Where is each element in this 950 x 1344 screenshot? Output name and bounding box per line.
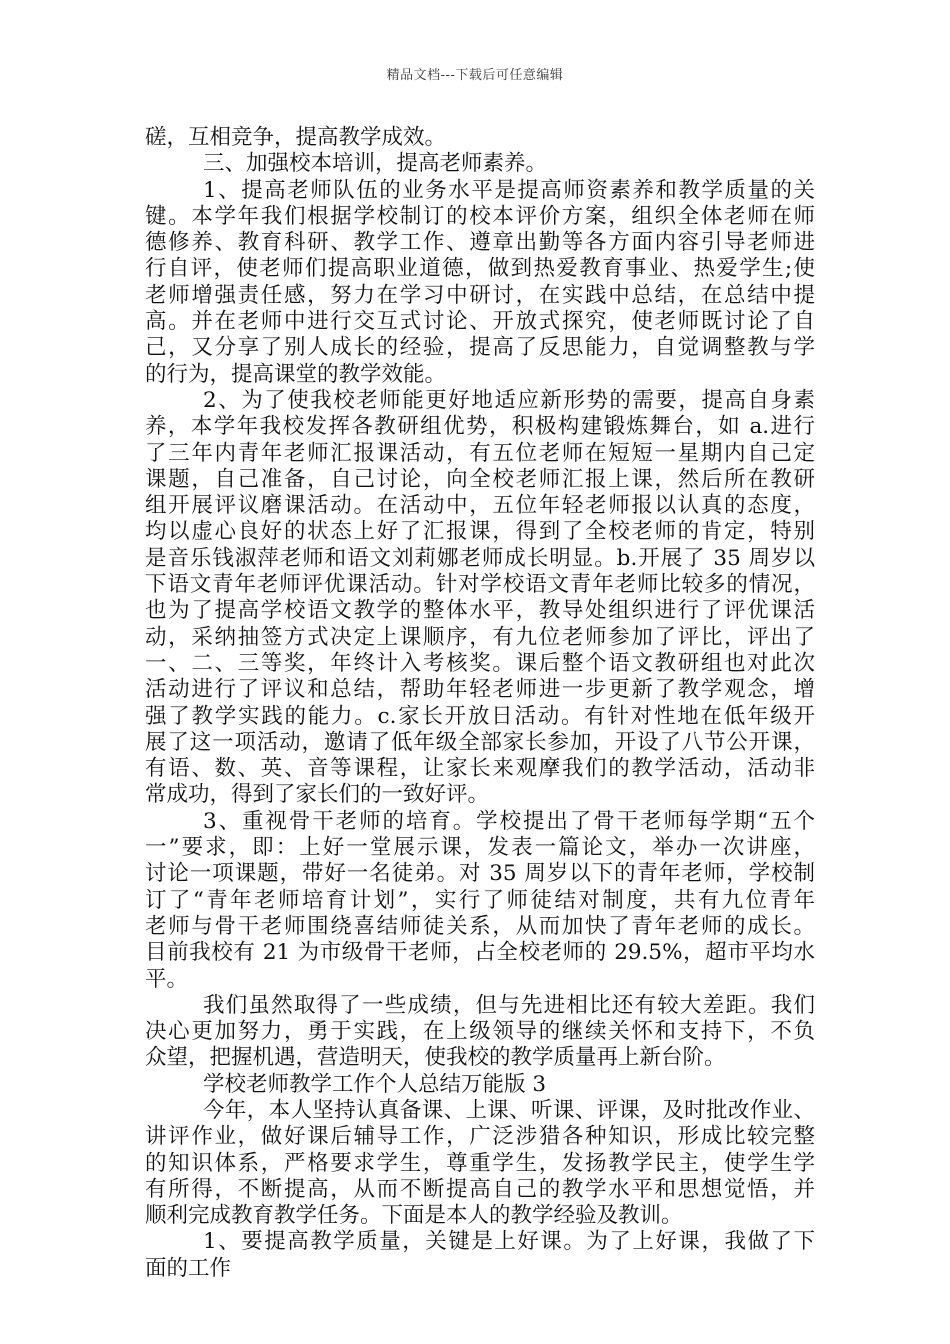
text-line: 均以虚心良好的状态上好了汇报课，得到了全校老师的肯定，特别 [145,519,815,545]
page-header: 精品文档---下载后可任意编辑 [386,68,564,83]
text-line: 老师增强责任感，努力在学习中研讨，在实践中总结，在总结中提 [145,282,815,308]
text-line: 目前我校有 21 为市级骨干老师，占全校老师的 29.5%，超市平均水 [145,940,815,966]
text-line: 2、为了使我校老师能更好地适应新形势的需要，提高自身素 [203,387,815,413]
text-line: 常成功，得到了家长们的一致好评。 [145,782,490,808]
text-line: 动，采纳抽签方式决定上课顺序，有九位老师参加了评比，评出了 [145,624,815,650]
text-line: 下语文青年老师评优课活动。针对学校语文青年老师比较多的情况， [145,572,815,598]
text-line: 面的工作 [145,1255,232,1281]
text-line: 我们虽然取得了一些成绩，但与先进相比还有较大差距。我们 [203,992,815,1018]
text-line: 强了教学实践的能力。c.家长开放日活动。有针对性地在低年级开 [145,703,815,729]
text-line: 了三年内青年老师汇报课活动，有五位老师在短短一星期内自己定 [145,440,815,466]
text-line: 1、提高老师队伍的业务水平是提高师资素养和教学质量的关 [203,177,815,203]
text-line: 订了“青年老师培育计划”，实行了师徒结对制度，共有九位青年 [145,887,815,913]
text-line: 众望，把握机遇，营造明天，使我校的教学质量再上新台阶。 [145,1045,726,1071]
text-line: 3、重视骨干老师的培育。学校提出了骨干老师每学期“五个 [203,808,815,834]
text-line: 今年，本人坚持认真备课、上课、听课、评课，及时批改作业、 [203,1097,815,1123]
text-line: 组开展评议磨课活动。在活动中，五位年轻老师报以认真的态度， [145,493,815,519]
section-title: 学校老师教学工作个人总结万能版 3 [203,1071,547,1097]
text-line: 展了这一项活动，邀请了低年级全部家长参加，开设了八节公开课， [145,729,815,755]
text-line: 的行为，提高课堂的教学效能。 [145,361,447,387]
text-line: 讨论一项课题，带好一名徒弟。对 35 周岁以下的青年老师，学校制 [145,861,815,887]
text-line: 高。并在老师中进行交互式讨论、开放式探究，使老师既讨论了自 [145,309,815,335]
text-line: 课题，自己准备，自己讨论，向全校老师汇报上课，然后所在教研 [145,466,815,492]
text-line: 磋，互相竞争，提高教学成效。 [145,125,447,150]
text-line: 行自评，使老师们提高职业道德，做到热爱教育事业、热爱学生;使 [145,256,815,282]
text-line: 有语、数、英、音等课程，让家长来观摩我们的教学活动，活动非 [145,756,815,782]
section-heading: 三、加强校本培训，提高老师素养。 [203,151,548,177]
text-line: 己，又分享了别人成长的经验，提高了反思能力，自觉调整教与学 [145,335,815,361]
text-line: 决心更加努力，勇于实践，在上级领导的继续关怀和支持下，不负 [145,1019,815,1045]
text-line: 1、要提高教学质量，关键是上好课。为了上好课，我做了下 [203,1229,815,1255]
text-line: 顺利完成教育教学任务。下面是本人的教学经验及教训。 [145,1203,683,1229]
text-line: 平。 [145,966,189,992]
text-line: 有所得，不断提高，从而不断提高自己的教学水平和思想觉悟，并 [145,1176,815,1202]
text-line: 也为了提高学校语文教学的整体水平，教导处组织进行了评优课活 [145,598,815,624]
text-line: 德修养、教育科研、教学工作、遵章出勤等各方面内容引导老师进 [145,230,815,256]
document-body [145,125,815,1282]
text-line: 讲评作业，做好课后辅导工作，广泛涉猎各种知识，形成比较完整 [145,1124,815,1150]
text-line: 养，本学年我校发挥各教研组优势，积极构建锻炼舞台，如 a.进行 [145,414,815,440]
text-line: 键。本学年我们根据学校制订的校本评价方案，组织全体老师在师 [145,203,815,229]
text-line: 老师与骨干老师围绕喜结师徒关系，从而加快了青年老师的成长。 [145,913,815,939]
text-line: 是音乐钱淑萍老师和语文刘莉娜老师成长明显。b.开展了 35 周岁以 [145,545,815,571]
text-line: 一、二、三等奖，年终计入考核奖。课后整个语文教研组也对此次 [145,650,815,676]
text-line: 活动进行了评议和总结，帮助年轻老师进一步更新了教学观念，增 [145,677,815,703]
text-line: 的知识体系，严格要求学生，尊重学生，发扬教学民主，使学生学 [145,1150,815,1176]
text-line: 一”要求，即：上好一堂展示课，发表一篇论文，举办一次讲座， [145,835,815,861]
